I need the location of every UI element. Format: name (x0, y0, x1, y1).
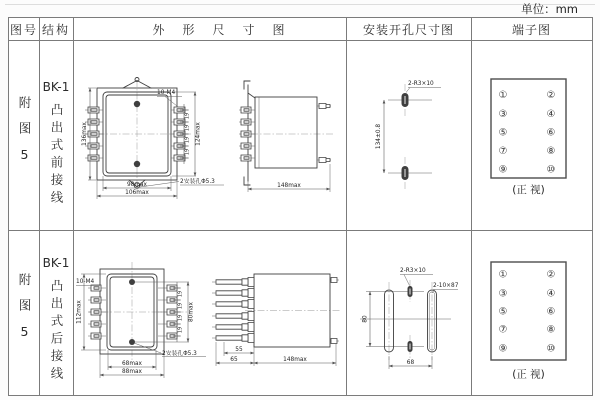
terminal-5: ⑤ (498, 306, 508, 318)
slot-size-label: 2-10×87 (433, 283, 459, 289)
terminal-10: ⑩ (546, 164, 556, 176)
row2-fig-no: 附图5 (17, 272, 32, 352)
terminal-8: ⑧ (546, 146, 556, 157)
hole-spacing-dim: 134±0.8 (376, 123, 382, 150)
row1-structure (39, 40, 73, 230)
pitch-dim-label: 19 (178, 302, 184, 310)
height-outer-dim: 136max (82, 122, 88, 146)
terminal-diagram (471, 230, 592, 394)
pitch-dim-label: 19 (185, 136, 191, 144)
row2-structure (39, 230, 73, 394)
terminal-9: ⑨ (498, 164, 508, 176)
thread-label: 10-M4 (76, 279, 95, 285)
row1-terminal-cell (471, 40, 592, 230)
front-view (76, 262, 206, 378)
terminal-3: ③ (498, 109, 508, 120)
row2-terminal-cell (471, 230, 592, 394)
structure-label: 凸出式前接线 (49, 103, 64, 208)
terminal-7: ⑦ (498, 324, 508, 336)
row2-mounting-cell (346, 230, 471, 394)
stud-outer-dim: 65 (230, 357, 238, 363)
header-structure: 结构 (41, 22, 70, 37)
outline-drawing-rear-wiring (73, 230, 346, 394)
terminal-7: ⑦ (498, 146, 508, 157)
hole-spacing-dim: 80 (362, 315, 369, 323)
width-outer-dim: 88max (121, 369, 143, 375)
model-label: BK-1 (42, 256, 70, 270)
pitch-dim-label: 19 (178, 314, 184, 322)
row2-outline-cell (73, 230, 346, 394)
front-view (82, 78, 224, 200)
terminal-5: ⑤ (498, 127, 508, 139)
slot-spacing-dim: 68 (406, 360, 415, 366)
pitch-dim-label: 19 (178, 326, 184, 334)
terminal-10: ⑩ (546, 343, 556, 355)
terminal-4: ④ (546, 109, 556, 120)
terminal-2: ② (546, 90, 556, 101)
pitch-dim-label: 19 (185, 148, 191, 156)
row1-fig-no: 附图5 (17, 95, 32, 175)
hole-size-label: 2-R3×10 (408, 81, 434, 87)
view-caption: (正 视) (512, 368, 545, 381)
terminal-8: ⑧ (546, 324, 556, 336)
terminal-1: ① (498, 269, 508, 281)
height-inner-dim: 80max (188, 301, 195, 323)
terminal-4: ④ (546, 288, 556, 300)
terminal-9: ⑨ (498, 343, 508, 355)
height-inner-dim: 124max (195, 122, 202, 146)
depth-dim: 148max (283, 357, 307, 363)
pitch-dim-label: 19 (178, 290, 184, 298)
side-view (212, 274, 341, 366)
outline-drawing-front-wiring (73, 40, 346, 230)
row1-outline-cell (73, 40, 346, 230)
structure-label: 凸出式后接线 (49, 279, 64, 384)
header-fig-no: 图号 (9, 22, 38, 37)
stud-inner-dim: 55 (235, 347, 243, 353)
height-outer-dim: 112max (76, 300, 83, 324)
spec-table (8, 17, 593, 396)
unit-label: 单位：mm (521, 2, 578, 16)
model-label: BK-1 (42, 80, 70, 94)
mounting-holes-drawing (346, 40, 471, 230)
header-mounting: 安装开孔尺寸图 (362, 22, 454, 37)
terminal-3: ③ (498, 288, 508, 300)
pitch-dim-label: 19 (185, 112, 191, 120)
terminal-6: ⑥ (546, 127, 556, 139)
width-inner-dim: 68max (121, 361, 143, 367)
width-inner-dim: 98max (126, 182, 148, 188)
thread-label: 10-M4 (157, 90, 176, 96)
terminal-6: ⑥ (546, 306, 556, 318)
header-outline: 外形尺寸图 (152, 22, 303, 37)
hole-size-label: 2-R3×10 (400, 268, 426, 274)
page-top-border (5, 4, 595, 5)
side-view (239, 81, 335, 192)
mount-holes-label: 2安装孔Φ5.3 (180, 179, 215, 185)
depth-dim: 148max (277, 183, 301, 189)
terminal-2: ② (546, 269, 556, 281)
header-terminal: 端子图 (511, 22, 551, 37)
terminal-diagram (471, 40, 592, 230)
width-outer-dim: 106max (125, 190, 149, 196)
terminal-1: ① (498, 90, 508, 101)
pitch-dim-label: 19 (185, 124, 191, 132)
view-caption: (正 视) (512, 184, 545, 196)
mounting-holes-drawing (346, 230, 471, 394)
row1-mounting-cell (346, 40, 471, 230)
mount-holes-label: 2安装孔Φ5.3 (162, 351, 197, 357)
